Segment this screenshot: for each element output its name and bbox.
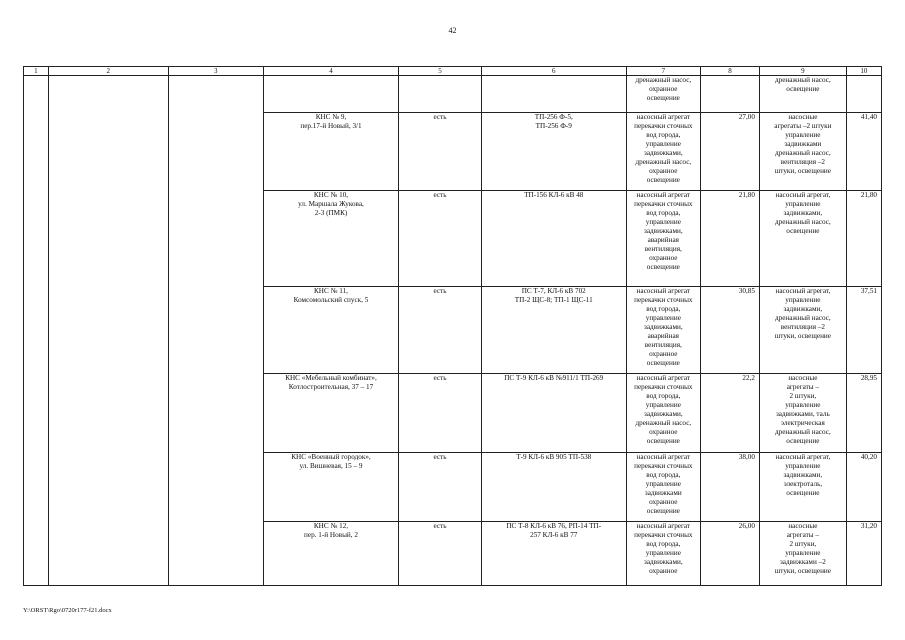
equipment-cell: насосный агрегат перекачки сточных вод города, управление задвижками охранное освещение	[626, 453, 700, 522]
load-cell: 38,00	[701, 453, 760, 522]
load-cell: 21,80	[701, 191, 760, 287]
equipment-cell-2: насосные агрегаты –2 штуки управление задвижками дренажный насос, вентиляция –2 штуки, освещение	[759, 113, 846, 191]
availability-cell: есть	[399, 453, 482, 522]
load-cell-2: 40,20	[846, 453, 881, 522]
equipment-cell-2: насосные агрегаты – 2 штуки, управление задвижками –2 штуки, освещение	[759, 522, 846, 586]
equipment-cell-2: насосный агрегат, управление задвижками, электроталь, освещение	[759, 453, 846, 522]
load-cell-2: 31,20	[846, 522, 881, 586]
availability-cell	[399, 76, 482, 113]
availability-cell: есть	[399, 191, 482, 287]
column-header: 6	[481, 67, 626, 76]
column-header: 4	[263, 67, 398, 76]
merged-cell-col2	[48, 76, 168, 586]
power-source-cell	[481, 76, 626, 113]
column-header: 2	[48, 67, 168, 76]
column-header: 10	[846, 67, 881, 76]
object-name-cell: КНС № 9, пер.17-й Новый, 3/1	[263, 113, 398, 191]
load-cell-2: 41,40	[846, 113, 881, 191]
load-cell-2: 21,80	[846, 191, 881, 287]
availability-cell: есть	[399, 113, 482, 191]
load-cell-2: 28,95	[846, 374, 881, 453]
column-number-row	[24, 67, 882, 76]
column-header: 7	[626, 67, 700, 76]
column-header: 5	[399, 67, 482, 76]
load-cell: 27,00	[701, 113, 760, 191]
power-source-cell: ТП-256 Ф-5, ТП-256 Ф-9	[481, 113, 626, 191]
data-table	[23, 66, 882, 586]
load-cell-2: 37,51	[846, 287, 881, 374]
page-number: 42	[448, 26, 457, 35]
power-source-cell: ПС Т-7, КЛ-6 кВ 702 ТП-2 ЩС-8; ТП-1 ЩС-11	[481, 287, 626, 374]
load-cell: 26,00	[701, 522, 760, 586]
table-row	[24, 76, 882, 113]
file-path-footer: Y:\ORST\Rgo\0720r177-f21.docx	[23, 607, 112, 614]
equipment-cell-2: насосный агрегат, управление задвижками, дренажный насос, освещение	[759, 191, 846, 287]
equipment-cell: насосный агрегат перекачки сточных вод города, управление задвижками, охранное	[626, 522, 700, 586]
power-source-cell: Т-9 КЛ-6 кВ 905 ТП-538	[481, 453, 626, 522]
equipment-cell-2: насосный агрегат, управление задвижками, дренажный насос, вентиляция –2 штуки, освещение	[759, 287, 846, 374]
object-name-cell: КНС № 11, Комсомольский спуск, 5	[263, 287, 398, 374]
merged-cell-col3	[168, 76, 263, 586]
object-name-cell: КНС № 12, пер. 1-й Новый, 2	[263, 522, 398, 586]
power-source-cell: ТП-156 КЛ-6 кВ 48	[481, 191, 626, 287]
equipment-cell: дренажный насос, охранное освещение	[626, 76, 700, 113]
availability-cell: есть	[399, 374, 482, 453]
object-name-cell	[263, 76, 398, 113]
equipment-cell: насосный агрегат перекачки сточных вод города, управление задвижками, аварийная вентиляция, охранное освещение	[626, 191, 700, 287]
equipment-cell-2: дренажный насос, освещение	[759, 76, 846, 113]
equipment-cell: насосный агрегат перекачки сточных вод города, управление задвижками, дренажный насос, охранное освещение	[626, 113, 700, 191]
object-name-cell: КНС № 10, ул. Маршала Жукова, 2-3 (ПМК)	[263, 191, 398, 287]
merged-cell-col1	[24, 76, 49, 586]
load-cell	[701, 76, 760, 113]
column-header: 1	[24, 67, 49, 76]
object-name-cell: КНС «Мебельный комбинат», Котлостроительная, 37 – 17	[263, 374, 398, 453]
load-cell-2	[846, 76, 881, 113]
availability-cell: есть	[399, 522, 482, 586]
equipment-cell: насосный агрегат перекачки сточных вод города, управление задвижками, дренажный насос, охранное освещение	[626, 374, 700, 453]
column-header: 9	[759, 67, 846, 76]
column-header: 8	[701, 67, 760, 76]
power-source-cell: ПС Т-8 КЛ-6 кВ 76, РП-14 ТП- 257 КЛ-6 кВ 77	[481, 522, 626, 586]
power-source-cell: ПС Т-9 КЛ-6 кВ №911/1 ТП-269	[481, 374, 626, 453]
equipment-cell-2: насосные агрегаты – 2 штуки, управление задвижками, таль электрическая дренажный насос, освещение	[759, 374, 846, 453]
load-cell: 30,85	[701, 287, 760, 374]
object-name-cell: КНС «Военный городок», ул. Вишневая, 15 – 9	[263, 453, 398, 522]
column-header: 3	[168, 67, 263, 76]
availability-cell: есть	[399, 287, 482, 374]
equipment-cell: насосный агрегат перекачки сточных вод города, управление задвижками, аварийная вентиляция, охранное освещение	[626, 287, 700, 374]
load-cell: 22,2	[701, 374, 760, 453]
